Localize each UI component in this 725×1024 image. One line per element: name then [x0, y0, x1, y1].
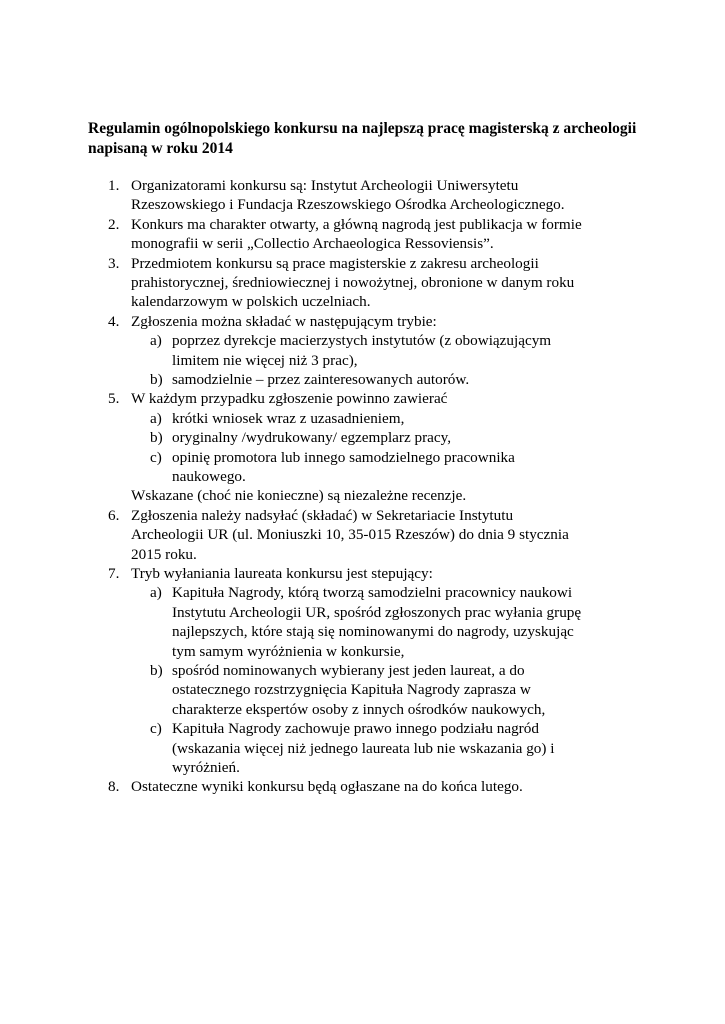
subitem-letter: a): [150, 332, 162, 349]
item-number: 1.: [108, 177, 120, 194]
subitem-text-line: Instytutu Archeologii UR, spośród zgłoszonych prac wyłania grupę: [172, 604, 582, 621]
subitem-letter: c): [150, 720, 162, 737]
item-text-line: W każdym przypadku zgłoszenie powinno zawierać: [131, 390, 448, 407]
subitem-letter: b): [150, 371, 163, 388]
subitem-letter: c): [150, 449, 162, 466]
subitem-text-line: oryginalny /wydrukowany/ egzemplarz pracy,: [172, 429, 452, 446]
item-text-line: Tryb wyłaniania laureata konkursu jest stepujący:: [131, 565, 433, 582]
item-text-line: Konkurs ma charakter otwarty, a główną nagrodą jest publikacja w formie: [131, 216, 582, 233]
subitem-letter: a): [150, 584, 162, 601]
item-text-line: Zgłoszenia należy nadsyłać (składać) w Sekretariacie Instytutu: [131, 507, 514, 524]
subitem-letter: a): [150, 410, 162, 427]
item-number: 5.: [108, 390, 120, 407]
subitem-text-line: (wskazania więcej niż jednego laureata lub nie wskazania go) i: [172, 740, 555, 757]
item-text-line: Ostateczne wyniki konkursu będą ogłaszane na do końca lutego.: [131, 778, 523, 795]
item-number: 7.: [108, 565, 120, 582]
subitem-letter: b): [150, 429, 163, 446]
item-text-line: Przedmiotem konkursu są prace magisterskie z zakresu archeologii: [131, 255, 539, 272]
subitem-text-line: poprzez dyrekcje macierzystych instytutów (z obowiązującym: [172, 332, 552, 349]
subitem-text-line: Kapituła Nagrody zachowuje prawo innego podziału nagród: [172, 720, 539, 737]
item-number: 3.: [108, 255, 120, 272]
item-text-line: Zgłoszenia można składać w następującym trybie:: [131, 313, 437, 330]
item-number: 6.: [108, 507, 120, 524]
subitem-text-line: krótki wniosek wraz z uzasadnieniem,: [172, 410, 405, 427]
subitem-text-line: najlepszych, które stają się nominowanymi do nagrody, uzyskując: [172, 623, 574, 640]
item-number: 2.: [108, 216, 120, 233]
item-text-line: 2015 roku.: [131, 546, 197, 563]
subitem-text-line: opinię promotora lub innego samodzielnego pracownika: [172, 449, 515, 466]
item-text-line: monografii w serii „Collectio Archaeologica Ressoviensis”.: [131, 235, 494, 252]
subitem-text-line: wyróżnień.: [172, 759, 240, 776]
subitem-text-line: Kapituła Nagrody, którą tworzą samodzielni pracownicy naukowi: [172, 584, 573, 601]
subitem-text-line: charakterze ekspertów osoby z innych ośrodków naukowych,: [172, 701, 546, 718]
document-title: Regulamin ogólnopolskiego konkursu na najlepszą pracę magisterską z archeologii napisaną w roku 2014: [88, 120, 637, 157]
item-text-line: Archeologii UR (ul. Moniuszki 10, 35-015 Rzeszów) do dnia 9 stycznia: [131, 526, 569, 543]
subitem-letter: b): [150, 662, 163, 679]
item-text-line: kalendarzowym w polskich uczelniach.: [131, 293, 371, 310]
subitem-text-line: spośród nominowanych wybierany jest jeden laureat, a do: [172, 662, 525, 679]
subitem-text-line: tym samym wyróżnienia w konkursie,: [172, 643, 405, 660]
subitem-text-line: samodzielnie – przez zainteresowanych autorów.: [172, 371, 470, 388]
subitem-text-line: ostatecznego rozstrzygnięcia Kapituła Nagrody zaprasza w: [172, 681, 531, 698]
item-number: 4.: [108, 313, 120, 330]
subitem-text-line: limitem nie więcej niż 3 prac),: [172, 352, 358, 369]
item-text-line: Rzeszowskiego i Fundacja Rzeszowskiego Ośrodka Archeologicznego.: [131, 196, 565, 213]
item-note: Wskazane (choć nie konieczne) są niezależne recenzje.: [131, 487, 467, 504]
item-text-line: Organizatorami konkursu są: Instytut Archeologii Uniwersytetu: [131, 177, 519, 194]
item-number: 8.: [108, 778, 120, 795]
subitem-text-line: naukowego.: [172, 468, 246, 485]
item-text-line: prahistorycznej, średniowiecznej i nowożytnej, obronione w danym roku: [131, 274, 575, 291]
